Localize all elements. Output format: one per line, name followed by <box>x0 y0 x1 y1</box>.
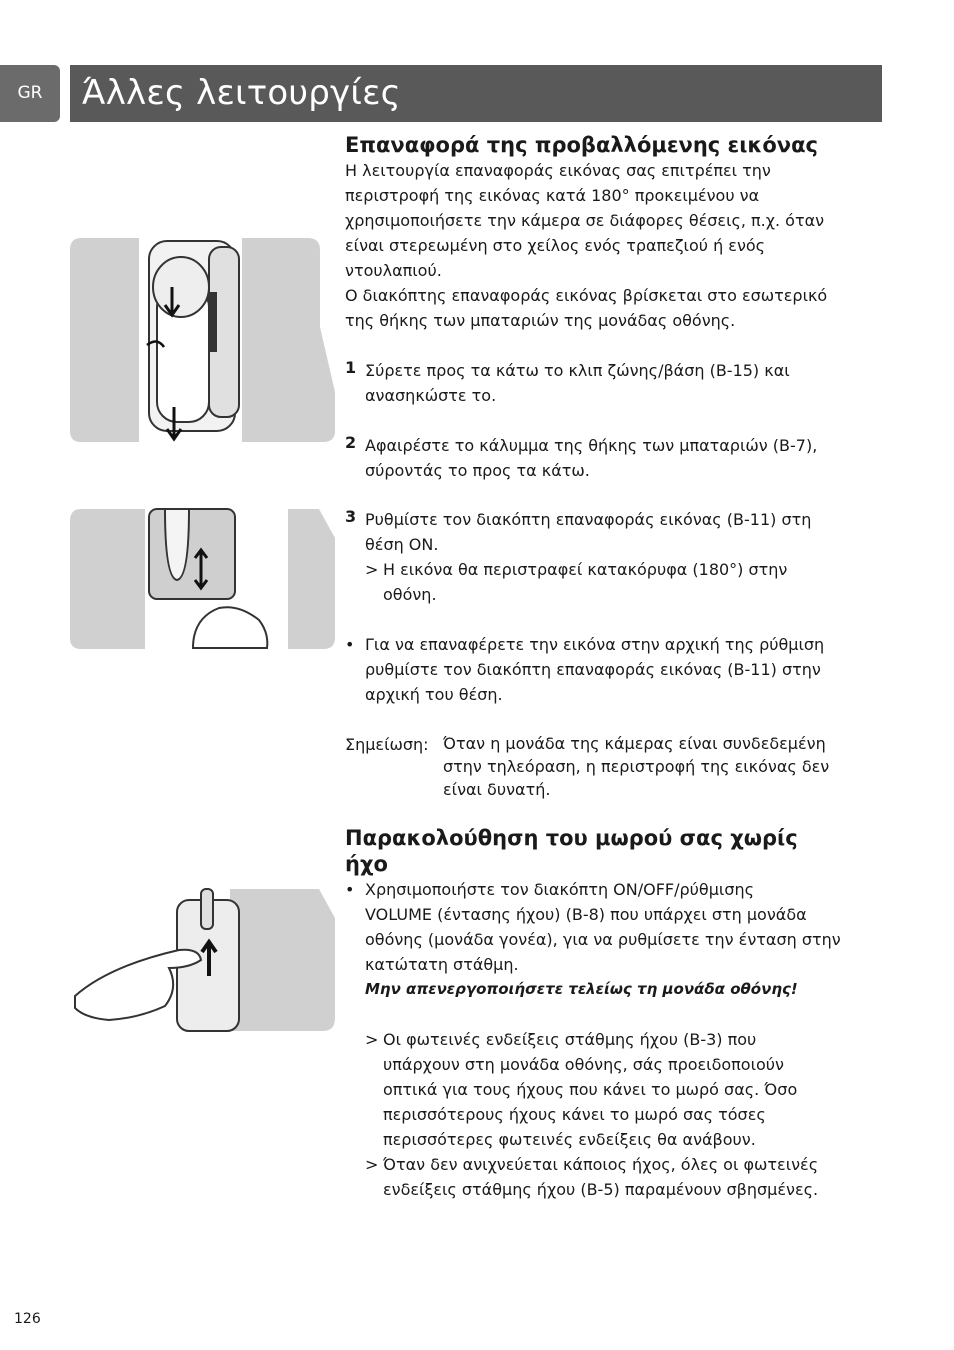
result-text: περισσότερους ήχους κάνει το μωρό σας τόσες <box>383 1105 766 1124</box>
intro-line: περιστροφή της εικόνας κατά 180° προκειμένου να <box>345 186 760 205</box>
result-marker: > <box>365 1030 379 1049</box>
section1-intro <box>345 158 885 333</box>
bullet-text: αρχική του θέση. <box>365 685 503 704</box>
result-text: Οι φωτεινές ενδείξεις στάθμης ήχου (B-3) που <box>383 1030 757 1049</box>
intro-line: της θήκης των μπαταριών της μονάδας οθόνης. <box>345 311 736 330</box>
result-text: οπτικά για τους ήχους που κάνει το μωρό σας. Όσο <box>383 1080 798 1099</box>
result-text: υπάρχουν στη μονάδα οθόνης, σάς προειδοποιούν <box>383 1055 784 1074</box>
note-block <box>345 732 885 801</box>
step-text: Σύρετε προς τα κάτω το κλιπ ζώνης/βάση (B-15) και <box>365 361 790 380</box>
step-number: 2 <box>345 433 357 452</box>
bullet-text: ρυθμίστε τον διακόπτη επαναφοράς εικόνας (B-11) στην <box>365 660 821 679</box>
step-text: σύροντάς το προς τα κάτω. <box>365 461 590 480</box>
bullet-text: κατώτατη στάθμη. <box>365 955 519 974</box>
page-title: Άλλες λειτουργίες <box>82 73 401 113</box>
result-marker: > <box>365 1155 379 1174</box>
step-item <box>345 433 885 483</box>
note-label: Σημείωση: <box>345 735 429 754</box>
bullet-item <box>345 877 885 1002</box>
note-text: είναι δυνατή. <box>443 780 551 799</box>
result-text: ενδείξεις στάθμης ήχου (B-5) παραμένουν σβησμένες. <box>383 1180 819 1199</box>
header-bar <box>70 65 882 122</box>
bullet-text: VOLUME (έντασης ήχου) (B-8) που υπάρχει στη μονάδα <box>365 905 807 924</box>
language-code: GR <box>17 83 43 103</box>
step-item <box>345 507 885 557</box>
section-heading-image-flip: Επαναφορά της προβαλλόμενης εικόνας <box>345 133 818 157</box>
warning-text: Μην απενεργοποιήσετε τελείως τη μονάδα οθόνης! <box>365 980 798 998</box>
heading-line: Παρακολούθηση του μωρού σας χωρίς <box>345 826 798 850</box>
step-item <box>345 358 885 408</box>
result-text: οθόνη. <box>383 585 437 604</box>
bullet-item <box>345 632 885 707</box>
intro-line: ντουλαπιού. <box>345 261 442 280</box>
bullet-marker: • <box>345 635 355 654</box>
bullet-text: Χρησιμοποιήστε τον διακόπτη ON/OFF/ρύθμισης <box>365 880 754 899</box>
main-content <box>345 132 885 1202</box>
figure-flip-switch-illustration <box>69 508 335 650</box>
intro-line: Ο διακόπτης επαναφοράς εικόνας βρίσκεται στο εσωτερικό <box>345 286 828 305</box>
page-number: 126 <box>14 1311 41 1327</box>
heading-line: ήχο <box>345 852 388 876</box>
bullet-text: Για να επαναφέρετε την εικόνα στην αρχική της ρύθμιση <box>365 635 825 654</box>
step-text: θέση ON. <box>365 535 439 554</box>
result-text: περισσότερες φωτεινές ενδείξεις θα ανάβουν. <box>383 1130 756 1149</box>
result-item <box>345 1027 885 1152</box>
note-text: στην τηλεόραση, η περιστροφή της εικόνας δεν <box>443 757 830 776</box>
result-item <box>345 1152 885 1202</box>
result-text: Όταν δεν ανιχνεύεται κάποιος ήχος, όλες οι φωτεινές <box>383 1155 819 1174</box>
intro-line: είναι στερεωμένη στο χείλος ενός τραπεζιού ή ενός <box>345 236 766 255</box>
figure-battery-cover-illustration <box>69 237 335 443</box>
note-text: Όταν η μονάδα της κάμερας είναι συνδεδεμένη <box>443 734 826 753</box>
result-marker: > <box>365 560 379 579</box>
step-text: Αφαιρέστε το κάλυμμα της θήκης των μπαταριών (B-7), <box>365 436 818 455</box>
result-text: Η εικόνα θα περιστραφεί κατακόρυφα (180°) στην <box>383 560 788 579</box>
step-result <box>345 557 885 607</box>
step-number: 3 <box>345 507 357 526</box>
step-number: 1 <box>345 358 357 377</box>
language-tab <box>0 65 60 122</box>
figure-volume-switch-illustration <box>69 888 335 1032</box>
section-heading-silent-monitoring <box>345 825 885 877</box>
bullet-text: οθόνης (μονάδα γονέα), για να ρυθμίσετε την ένταση στην <box>365 930 841 949</box>
intro-line: Η λειτουργία επαναφοράς εικόνας σας επιτρέπει την <box>345 161 771 180</box>
step-text: Ρυθμίστε τον διακόπτη επαναφοράς εικόνας (B-11) στη <box>365 510 812 529</box>
step-text: ανασηκώστε το. <box>365 386 497 405</box>
bullet-marker: • <box>345 880 355 899</box>
intro-line: χρησιμοποιήσετε την κάμερα σε διάφορες θέσεις, π.χ. όταν <box>345 211 825 230</box>
